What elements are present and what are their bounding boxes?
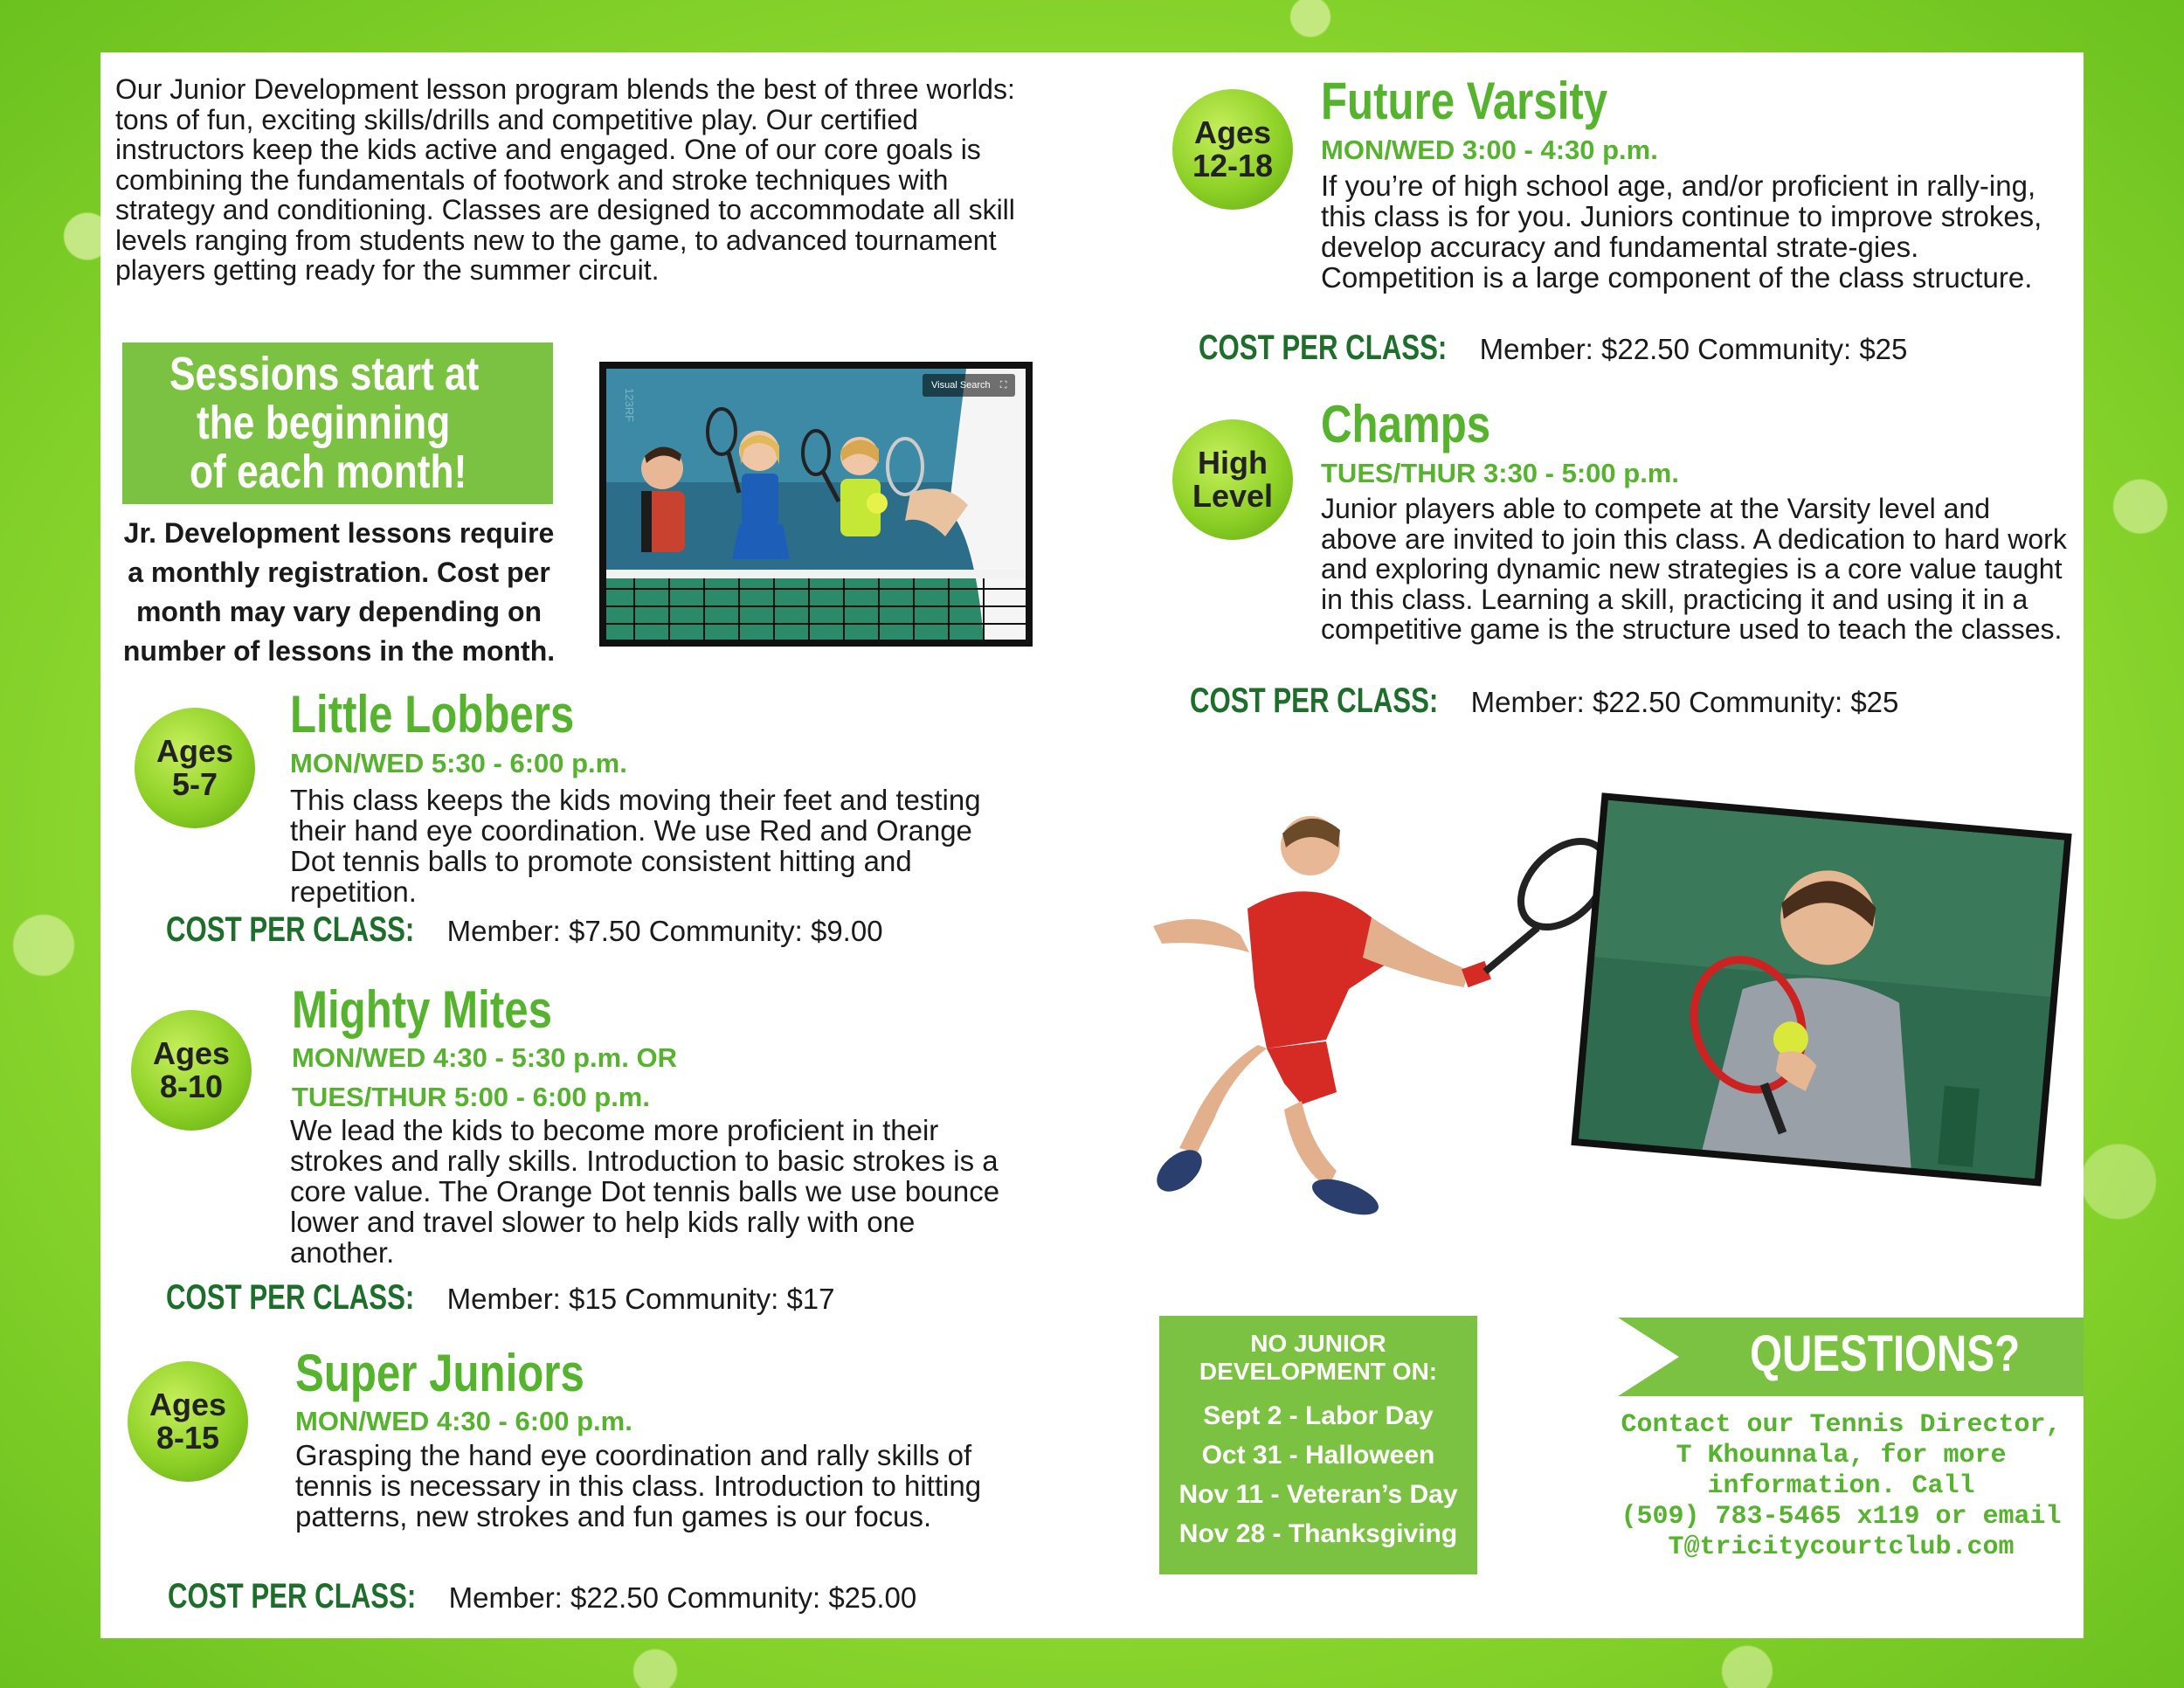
no-junior-date-2: Oct 31 - Halloween: [1201, 1441, 1435, 1470]
cost-value: Member: $7.50 Community: $9.00: [446, 915, 883, 947]
cost-super-juniors: [168, 1577, 916, 1616]
sessions-line-3: of each month!: [190, 446, 467, 498]
age-badge-line-2: Level: [1192, 478, 1274, 514]
description-little-lobbers: This class keeps the kids moving their feet and testing their hand eye coordination. We use Red and Orange Dot tennis balls to promote consistent hitting and repetition.: [290, 784, 981, 908]
age-badge-mighty-mites: [131, 1010, 252, 1131]
cost-value: Member: $22.50 Community: $25.00: [448, 1581, 917, 1614]
no-junior-date-3: Nov 11 - Veteran’s Day: [1178, 1480, 1458, 1509]
class-title-mighty-mites: Mighty Mites: [292, 980, 552, 1039]
age-badge-line-2: 12-18: [1192, 148, 1274, 183]
expand-icon: ⛶: [999, 380, 1007, 391]
description-mighty-mites: We lead the kids to become more proficient in their strokes and rally skills. Introduction to basic strokes is a core value. The Orange Dot tennis balls we use bounce lower and travel slower to help kids rally with one another.: [290, 1114, 1000, 1269]
watermark-text: 123RF: [623, 388, 636, 423]
age-badge-super-juniors: [128, 1361, 248, 1482]
schedule-future-varsity: MON/WED 3:00 - 4:30 p.m.: [1321, 135, 1658, 165]
cost-little-lobbers: [166, 910, 883, 950]
class-title-little-lobbers: Little Lobbers: [290, 685, 575, 744]
boy-racket-illustration: [1571, 792, 2071, 1186]
watermark: [623, 388, 636, 422]
cost-mighty-mites: [166, 1278, 835, 1318]
registration-line-3: month may vary depending on: [135, 596, 543, 627]
schedule-mighty-mites-1: MON/WED 4:30 - 5:30 p.m. OR: [292, 1042, 677, 1073]
age-badge-little-lobbers: [135, 708, 255, 828]
contact-line-4: (509) 783-5465 x119 or email: [1621, 1502, 2062, 1532]
age-badge-line-2: 5-7: [171, 766, 218, 802]
registration-line-4: number of lessons in the month.: [122, 635, 556, 667]
kids-net-photo: [599, 362, 1033, 647]
age-badge-line-1: Ages: [156, 733, 234, 769]
cost-value: Member: $22.50 Community: $25: [1479, 333, 1908, 365]
questions-heading: QUESTIONS?: [1750, 1325, 2021, 1382]
cost-value: Member: $22.50 Community: $25: [1470, 686, 1899, 718]
contact-line-3: information. Call: [1707, 1471, 1975, 1501]
no-junior-box: [1159, 1316, 1477, 1574]
age-badge-future-varsity: [1172, 89, 1293, 210]
registration-line-1: Jr. Development lessons require: [123, 517, 555, 549]
schedule-super-juniors: MON/WED 4:30 - 6:00 p.m.: [295, 1406, 632, 1436]
class-title-super-juniors: Super Juniors: [295, 1344, 584, 1402]
no-junior-heading-1: NO JUNIOR: [1250, 1330, 1386, 1357]
no-junior-date-4: Nov 28 - Thanksgiving: [1178, 1519, 1458, 1548]
cost-label: COST PER CLASS:: [166, 1278, 415, 1317]
jumping-player-illustration: [1048, 786, 1660, 1241]
contact-line-2: T Khounnala, for more: [1676, 1441, 2007, 1470]
age-badge-champs: [1172, 419, 1293, 540]
no-junior-date-1: Sept 2 - Labor Day: [1203, 1401, 1434, 1430]
registration-note: [103, 514, 575, 671]
cost-future-varsity: [1199, 329, 1907, 368]
cost-value: Member: $15 Community: $17: [446, 1283, 835, 1315]
visual-search-label[interactable]: [923, 374, 1015, 397]
sessions-line-2: the beginning: [197, 397, 451, 449]
cost-champs: [1190, 681, 1898, 721]
visual-search-text: Visual Search: [931, 380, 991, 391]
cost-label: COST PER CLASS:: [168, 1577, 417, 1615]
description-champs: Junior players able to compete at the Varsity level and above are invited to join this class. A dedication to hard work and exploring dynamic new strategies is a core value taught in this class. Learning a skill, practicing it and using it in a competitive game is the structure used to teach the classes.: [1321, 493, 2067, 645]
kids-net-illustration: [599, 362, 1033, 647]
intro-paragraph: Our Junior Development lesson program blends the best of three worlds: tons of fun, exciting skills/drills and competitive play. Our certified instructors keep the kids active and engaged. One of our core goals is combining the fundamentals of footwork and stroke techniques with strategy and conditioning. Classes are designed to accommodate all skill levels ranging from students new to the game, to advanced tournament players getting ready for the summer circuit.: [115, 73, 1015, 286]
age-badge-line-2: 8-10: [159, 1069, 224, 1104]
cost-label: COST PER CLASS:: [1199, 329, 1448, 367]
age-badge-line-1: Ages: [1193, 114, 1272, 150]
no-junior-heading-2: DEVELOPMENT ON:: [1199, 1358, 1438, 1385]
cost-label: COST PER CLASS:: [166, 910, 415, 949]
age-badge-line-1: Ages: [149, 1387, 227, 1422]
description-future-varsity: If you’re of high school age, and/or proficient in rally-ing, this class is for you. Juniors continue to improve strokes, develop accuracy and fundamental strate-gies. Competition is a large component of the class structure.: [1321, 169, 2042, 294]
age-badge-line-2: 8-15: [156, 1420, 220, 1456]
sessions-banner: [122, 342, 553, 504]
class-title-future-varsity: Future Varsity: [1321, 72, 1608, 130]
contact-line-1: Contact our Tennis Director,: [1621, 1410, 2062, 1440]
sessions-line-1: Sessions start at: [169, 348, 480, 400]
boy-racket-photo: [1571, 792, 2071, 1186]
age-badge-line-1: High: [1198, 445, 1268, 481]
contact-email[interactable]: T@tricitycourtclub.com: [1668, 1532, 2015, 1562]
description-super-juniors: Grasping the hand eye coordination and rally skills of tennis is necessary in this class. Introduction to hitting patterns, new strokes and fun games is our focus.: [295, 1439, 982, 1532]
schedule-champs: TUES/THUR 3:30 - 5:00 p.m.: [1321, 458, 1679, 488]
schedule-little-lobbers: MON/WED 5:30 - 6:00 p.m.: [290, 748, 627, 778]
schedule-mighty-mites-2: TUES/THUR 5:00 - 6:00 p.m.: [292, 1082, 650, 1112]
registration-line-2: a monthly registration. Cost per: [128, 557, 550, 588]
age-badge-line-1: Ages: [152, 1035, 231, 1071]
class-title-champs: Champs: [1321, 395, 1491, 453]
cost-label: COST PER CLASS:: [1190, 681, 1439, 720]
contact-info: [1603, 1410, 2079, 1563]
